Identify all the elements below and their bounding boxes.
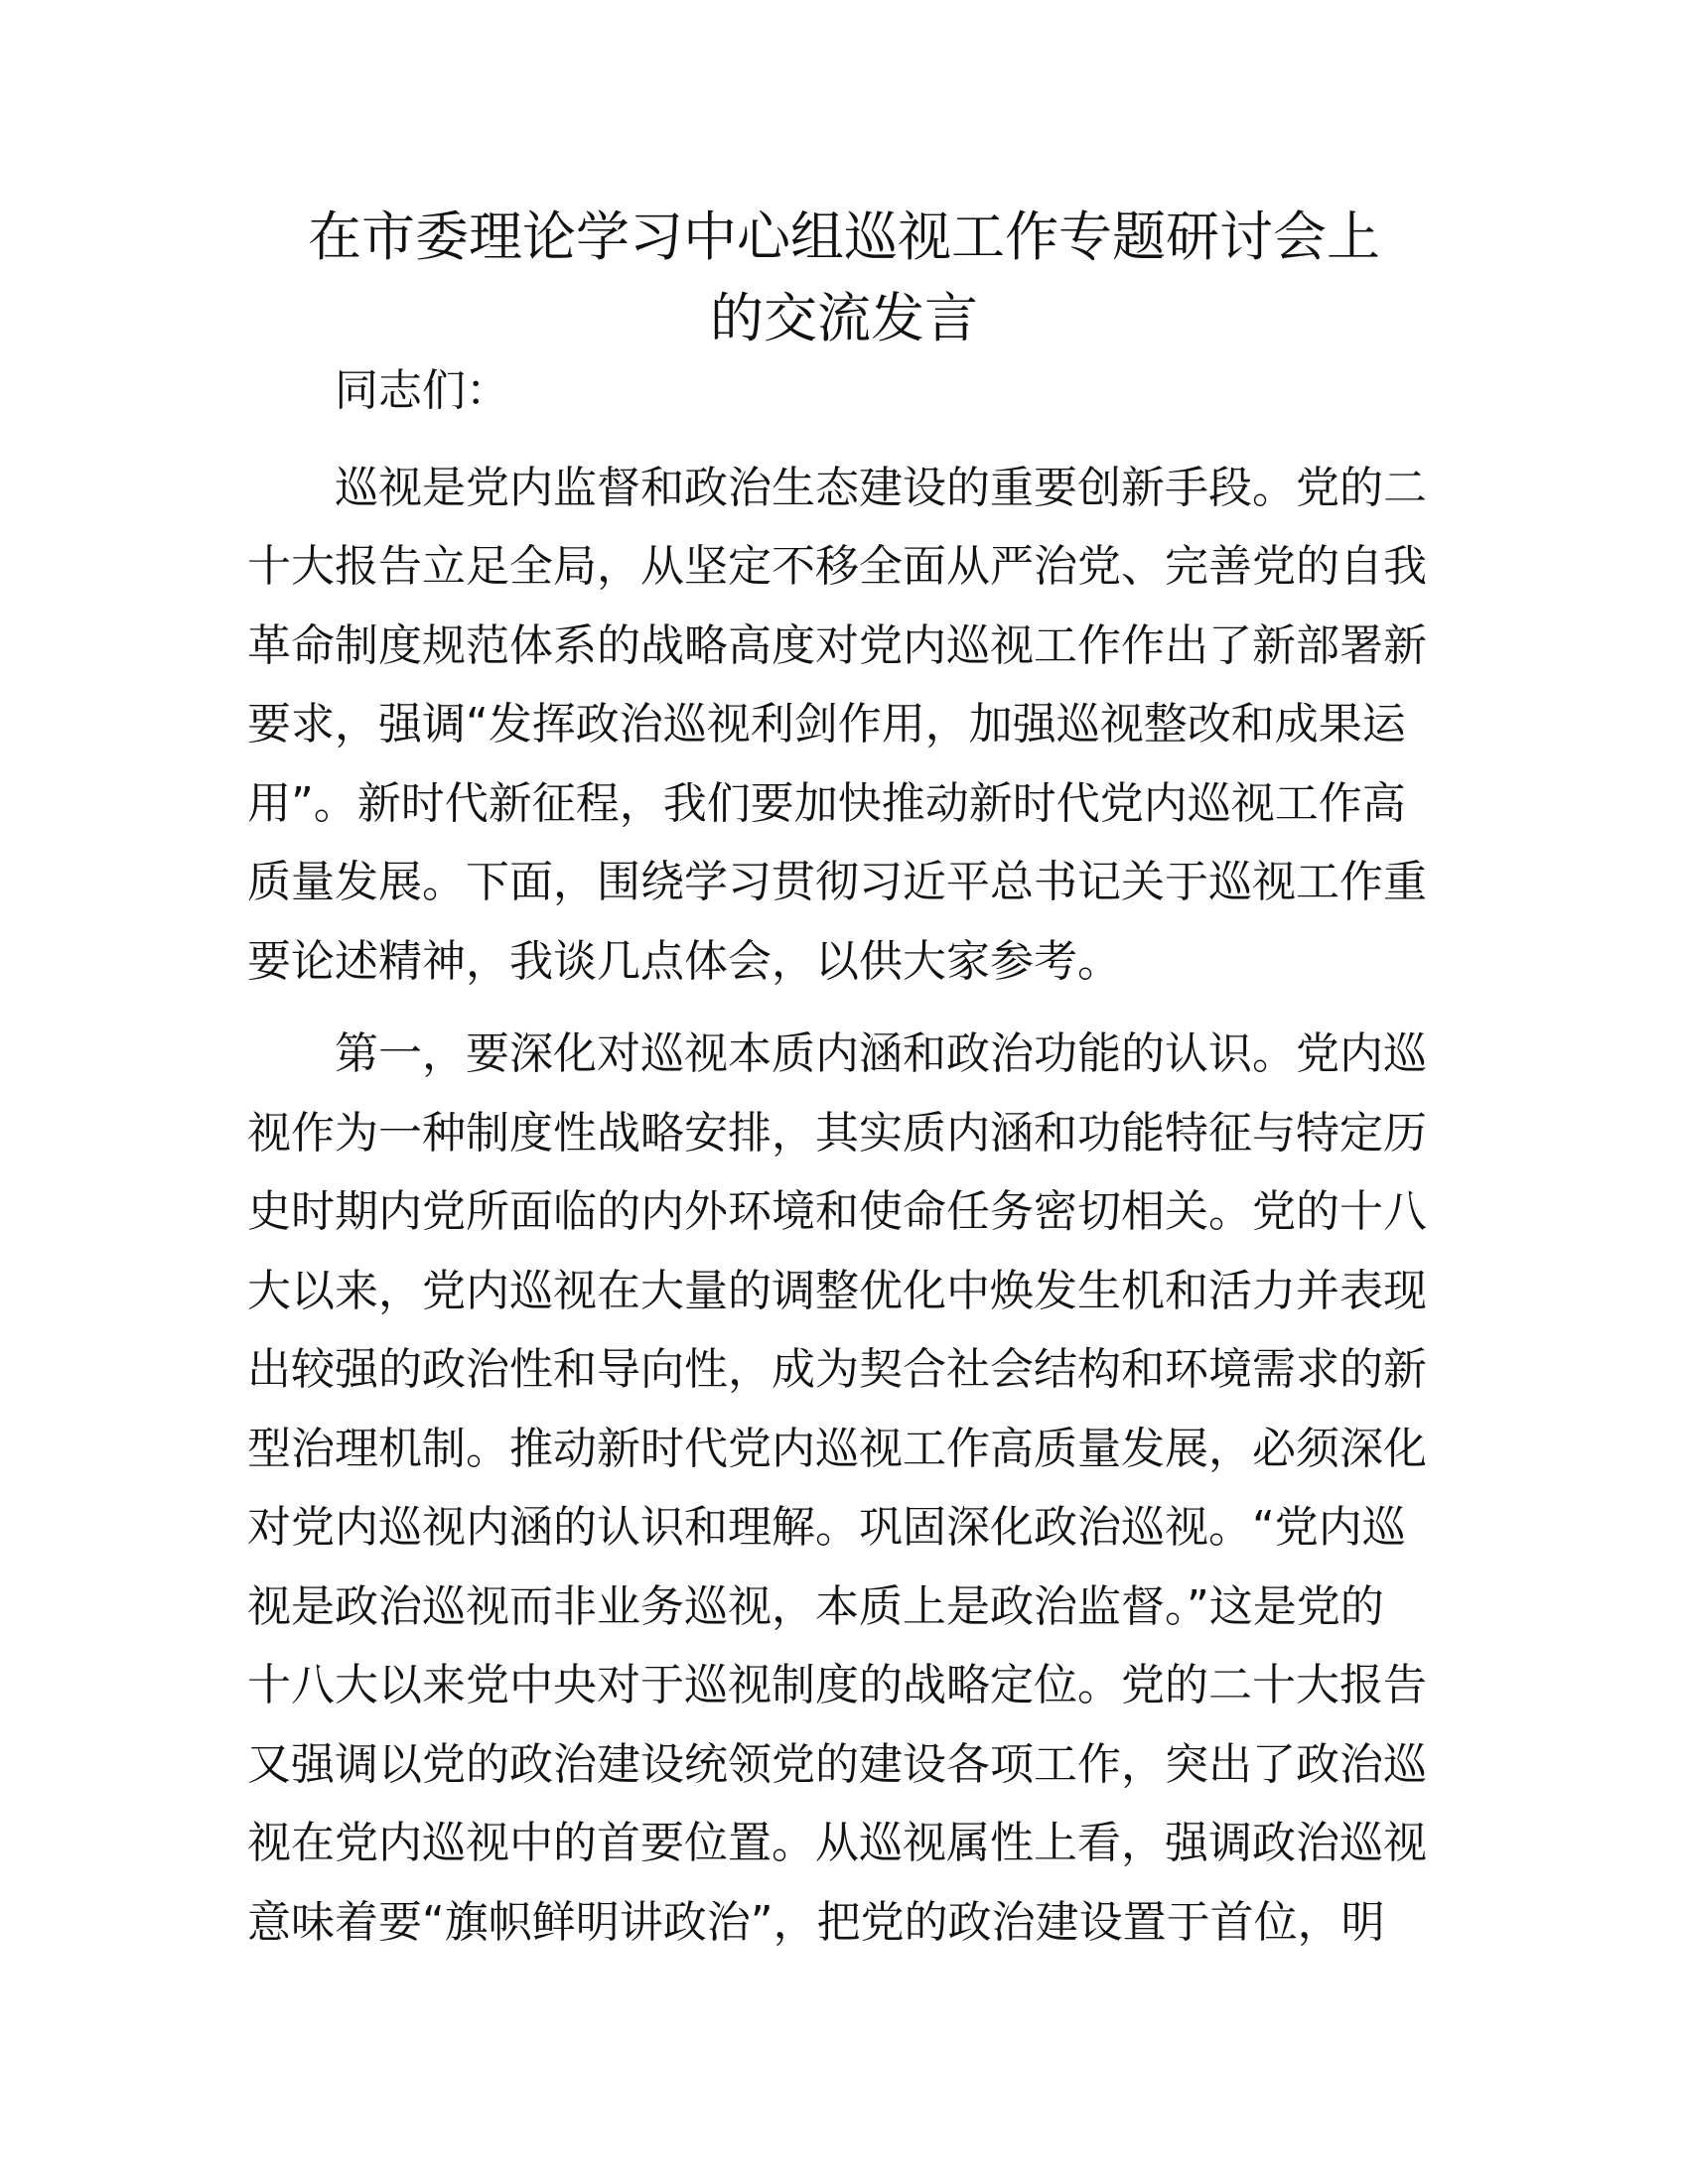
paragraph-2-line: 第一，要深化对巡视本质内涵和政治功能的认识。党内巡 — [335, 1028, 1427, 1079]
paragraph-2-line: 出较强的政治性和导向性，成为契合社会结构和环境需求的新 — [247, 1344, 1427, 1395]
document-title — [199, 197, 1489, 359]
paragraph-1-line: 用”。新时代新征程，我们要加快推动新时代党内巡视工作高 — [247, 777, 1406, 829]
paragraph-2-line: 意味着要“旗帜鲜明讲政治”，把党的政治建设置于首位，明 — [247, 1896, 1385, 1948]
greeting-paragraph — [247, 351, 1439, 431]
paragraph-2 — [247, 1015, 1439, 1962]
greeting-text: 同志们： — [335, 365, 509, 416]
paragraph-1-line: 巡视是党内监督和政治生态建设的重要创新手段。党的二 — [335, 462, 1427, 513]
paragraph-2-line: 史时期内党所面临的内外环境和使命任务密切相关。党的十八 — [247, 1186, 1427, 1237]
document-body — [247, 351, 1439, 1962]
paragraph-2-line: 型治理机制。推动新时代党内巡视工作高质量发展，必须深化 — [247, 1423, 1427, 1474]
paragraph-2-line: 视是政治巡视而非业务巡视，本质上是政治监督。”这是党的 — [247, 1580, 1384, 1632]
paragraph-2-line: 大以来，党内巡视在大量的调整优化中焕发生机和活力并表现 — [247, 1265, 1427, 1316]
paragraph-1-line: 十大报告立足全局，从坚定不移全面从严治党、完善党的自我 — [247, 541, 1427, 592]
paragraph-2-line: 对党内巡视内涵的认识和理解。巩固深化政治巡视。“党内巡 — [247, 1502, 1406, 1553]
paragraph-1-line: 要论述精神，我谈几点体会，以供大家参考。 — [247, 935, 1121, 987]
paragraph-1-line: 质量发展。下面，围绕学习贯彻习近平总书记关于巡视工作重 — [247, 857, 1427, 907]
paragraph-2-line: 视在党内巡视中的首要位置。从巡视属性上看，强调政治巡视 — [247, 1818, 1427, 1868]
title-line-2: 的交流发言 — [710, 287, 978, 349]
paragraph-2-line: 视作为一种制度性战略安排，其实质内涵和功能特征与特定历 — [247, 1107, 1427, 1159]
paragraph-2-line: 十八大以来党中央对于巡视制度的战略定位。党的二十大报告 — [247, 1660, 1427, 1710]
paragraph-1 — [247, 449, 1439, 1002]
paragraph-2-line: 又强调以党的政治建设统领党的建设各项工作，突出了政治巡 — [247, 1738, 1427, 1790]
title-line-1: 在市委理论学习中心组巡视工作专题研讨会上 — [308, 205, 1380, 268]
paragraph-1-line: 要求，强调“发挥政治巡视利剑作用，加强巡视整改和成果运 — [247, 699, 1406, 750]
paragraph-1-line: 革命制度规范体系的战略高度对党内巡视工作作出了新部署新 — [247, 619, 1427, 671]
